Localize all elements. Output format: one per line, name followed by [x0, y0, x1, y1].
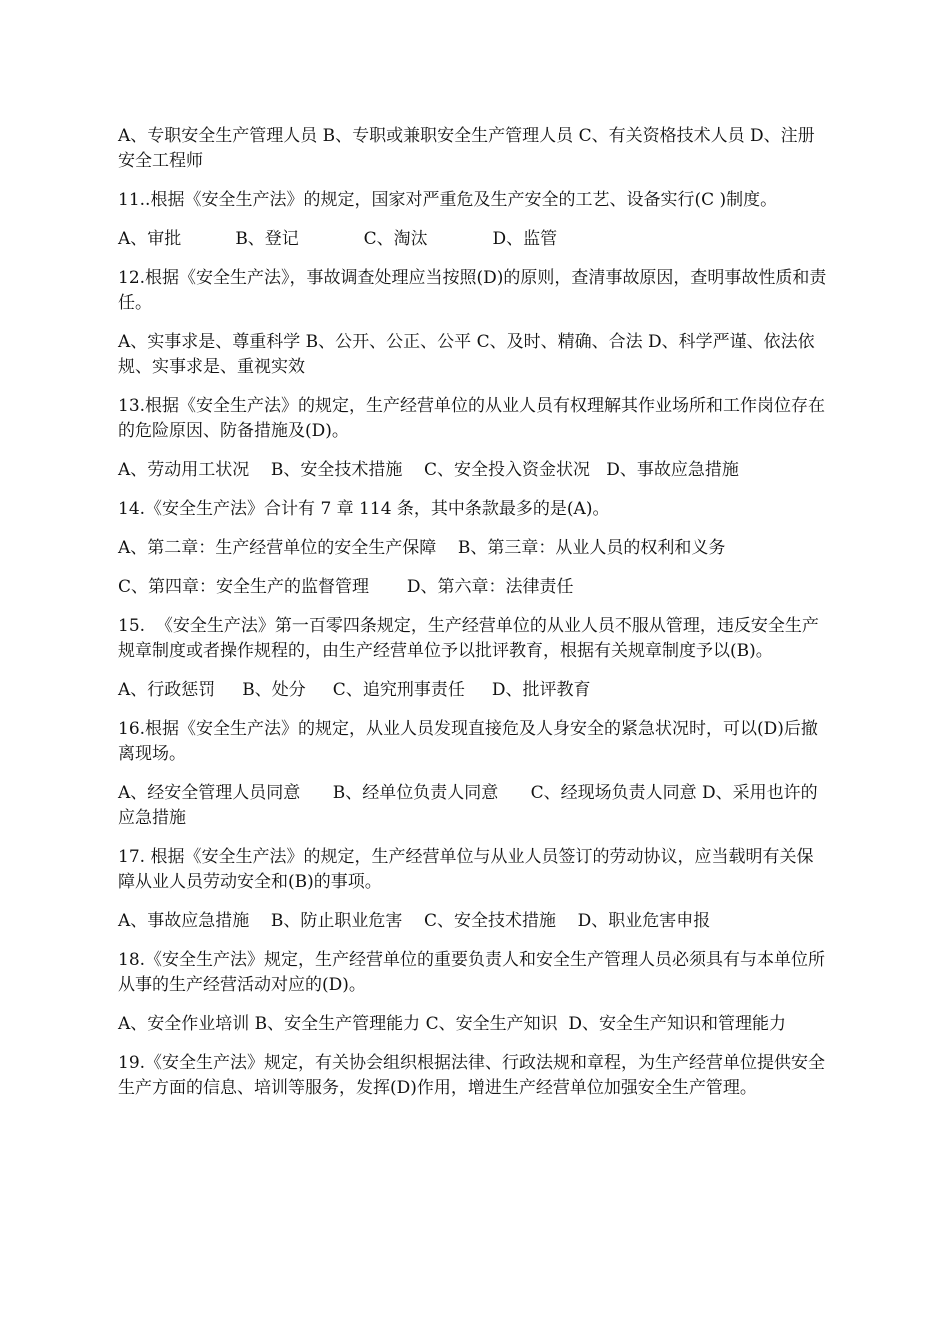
answer-options-10: A、专职安全生产管理人员 B、专职或兼职安全生产管理人员 C、有关资格技术人员 D、注册安全工程师	[118, 126, 815, 171]
answer-options-13: A、劳动用工状况 B、安全技术措施 C、安全投入资金状况 D、事故应急措施	[118, 460, 739, 480]
answer-options-12: A、实事求是、尊重科学 B、公开、公正、公平 C、及时、精确、合法 D、科学严谨、依法依规、实事求是、重视实效	[118, 332, 815, 377]
answer-options-14-ab: A、第二章：生产经营单位的安全生产保障 B、第三章：从业人员的权利和义务	[118, 538, 726, 558]
answer-options-17: A、事故应急措施 B、防止职业危害 C、安全技术措施 D、职业危害申报	[118, 911, 711, 931]
question-18: 18.《安全生产法》规定，生产经营单位的重要负责人和安全生产管理人员必须具有与本单位所从事的生产经营活动对应的(D)。	[118, 950, 826, 995]
document-page	[118, 124, 828, 1115]
question-19: 19.《安全生产法》规定，有关协会组织根据法律、行政法规和章程，为生产经营单位提供安全生产方面的信息、培训等服务，发挥(D)作用，增进生产经营单位加强安全生产管理。	[118, 1053, 826, 1098]
answer-options-14-cd: C、第四章：安全生产的监督管理 D、第六章：法律责任	[118, 577, 574, 597]
question-14: 14.《安全生产法》合计有 7 章 114 条，其中条款最多的是(A)。	[118, 499, 610, 519]
question-15: 15. 《安全生产法》第一百零四条规定，生产经营单位的从业人员不服从管理，违反安全生产规章制度或者操作规程的，由生产经营单位予以批评教育，根据有关规章制度予以(B)。	[118, 616, 819, 661]
answer-options-16: A、经安全管理人员同意 B、经单位负责人同意 C、经现场负责人同意 D、采用也许的应急措施	[118, 783, 818, 828]
answer-options-15: A、行政惩罚 B、处分 C、追究刑事责任 D、批评教育	[118, 680, 591, 700]
question-17: 17. 根据《安全生产法》的规定，生产经营单位与从业人员签订的劳动协议，应当载明有关保障从业人员劳动安全和(B)的事项。	[118, 847, 814, 892]
question-11: 11..根据《安全生产法》的规定，国家对严重危及生产安全的工艺、设备实行(C )制度。	[118, 190, 778, 210]
question-12: 12.根据《安全生产法》，事故调查处理应当按照(D)的原则，查清事故原因，查明事故性质和责任。	[118, 268, 827, 313]
answer-options-11: A、审批 B、登记 C、淘汰 D、监管	[118, 229, 558, 249]
question-16: 16.根据《安全生产法》的规定，从业人员发现直接危及人身安全的紧急状况时，可以(D)后撤离现场。	[118, 719, 818, 764]
answer-options-18: A、安全作业培训 B、安全生产管理能力 C、安全生产知识 D、安全生产知识和管理能力	[118, 1014, 787, 1034]
question-13: 13.根据《安全生产法》的规定，生产经营单位的从业人员有权理解其作业场所和工作岗位存在的危险原因、防备措施及(D)。	[118, 396, 826, 441]
